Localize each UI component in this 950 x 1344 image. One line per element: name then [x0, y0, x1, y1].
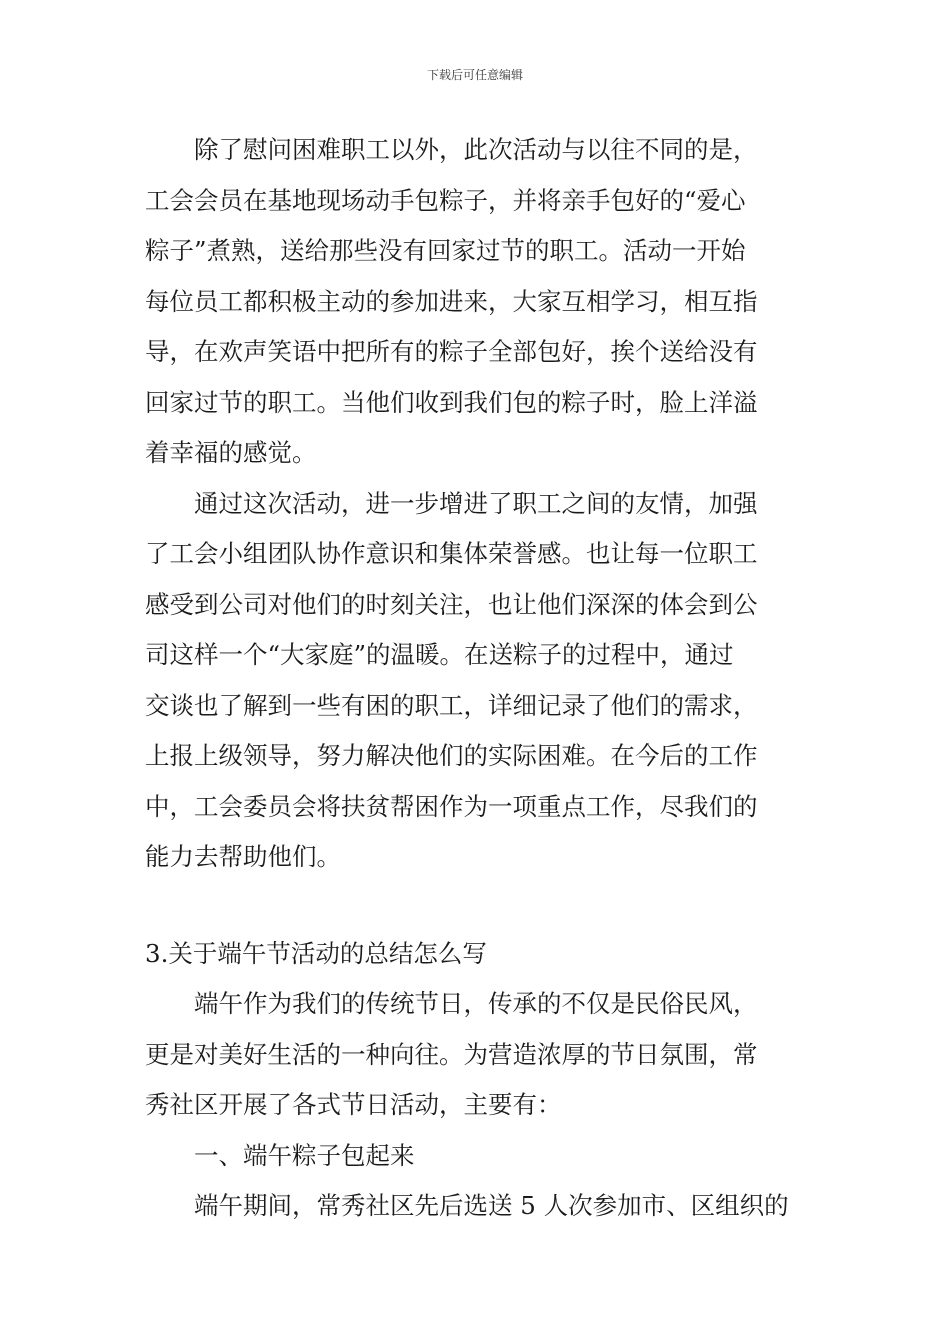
text-line: 感受到公司对他们的时刻关注，也让他们深深的体会到公 [145, 589, 758, 619]
text-line: 司这样一个“大家庭”的温暖。在送粽子的过程中，通过 [145, 640, 734, 669]
paragraph-1 [145, 125, 807, 479]
section-heading: 3.关于端午节活动的总结怎么写 [145, 938, 487, 968]
text-line: 通过这次活动，进一步增进了职工之间的友情，加强 [194, 488, 758, 518]
paragraph-2 [145, 479, 807, 883]
text-line: 中，工会委员会将扶贫帮困作为一项重点工作，尽我们的 [145, 791, 758, 821]
text-line: 导，在欢声笑语中把所有的粽子全部包好，挨个送给没有 [145, 337, 758, 366]
text-line: 粽子”煮熟，送给那些没有回家过节的职工。活动一开始 [145, 236, 746, 265]
text-line: 除了慰问困难职工以外，此次活动与以往不同的是， [194, 135, 758, 164]
blank-gap [145, 883, 807, 929]
document-body [145, 125, 807, 1232]
text-line: 着幸福的感觉。 [145, 438, 317, 467]
text-line: 端午作为我们的传统节日，传承的不仅是民俗民风， [194, 989, 758, 1018]
text-line: 端午期间，常秀社区先后选送 5 人次参加市、区组织的 [194, 1191, 789, 1220]
text-line: 交谈也了解到一些有困的职工，详细记录了他们的需求， [145, 690, 758, 720]
section-paragraph-1 [145, 979, 807, 1131]
page-header-note: 下载后可任意编辑 [426, 68, 523, 82]
section-paragraph-2 [145, 1181, 807, 1232]
text-line: 能力去帮助他们。 [145, 842, 341, 871]
text-line: 秀社区开展了各式节日活动，主要有： [145, 1090, 562, 1119]
text-line: 回家过节的职工。当他们收到我们包的粽子时，脸上洋溢 [145, 387, 758, 417]
text-line: 更是对美好生活的一种向往。为营造浓厚的节日氛围，常 [145, 1039, 758, 1069]
text-line: 每位员工都积极主动的参加进来，大家互相学习，相互指 [145, 286, 758, 316]
text-line: 上报上级领导，努力解决他们的实际困难。在今后的工作 [145, 741, 758, 770]
text-line: 了工会小组团队协作意识和集体荣誉感。也让每一位职工 [145, 539, 758, 568]
text-line: 一、端午粽子包起来 [194, 1140, 415, 1170]
text-line: 工会会员在基地现场动手包粽子，并将亲手包好的“爱心 [145, 185, 746, 215]
subsection-heading [145, 1131, 807, 1182]
